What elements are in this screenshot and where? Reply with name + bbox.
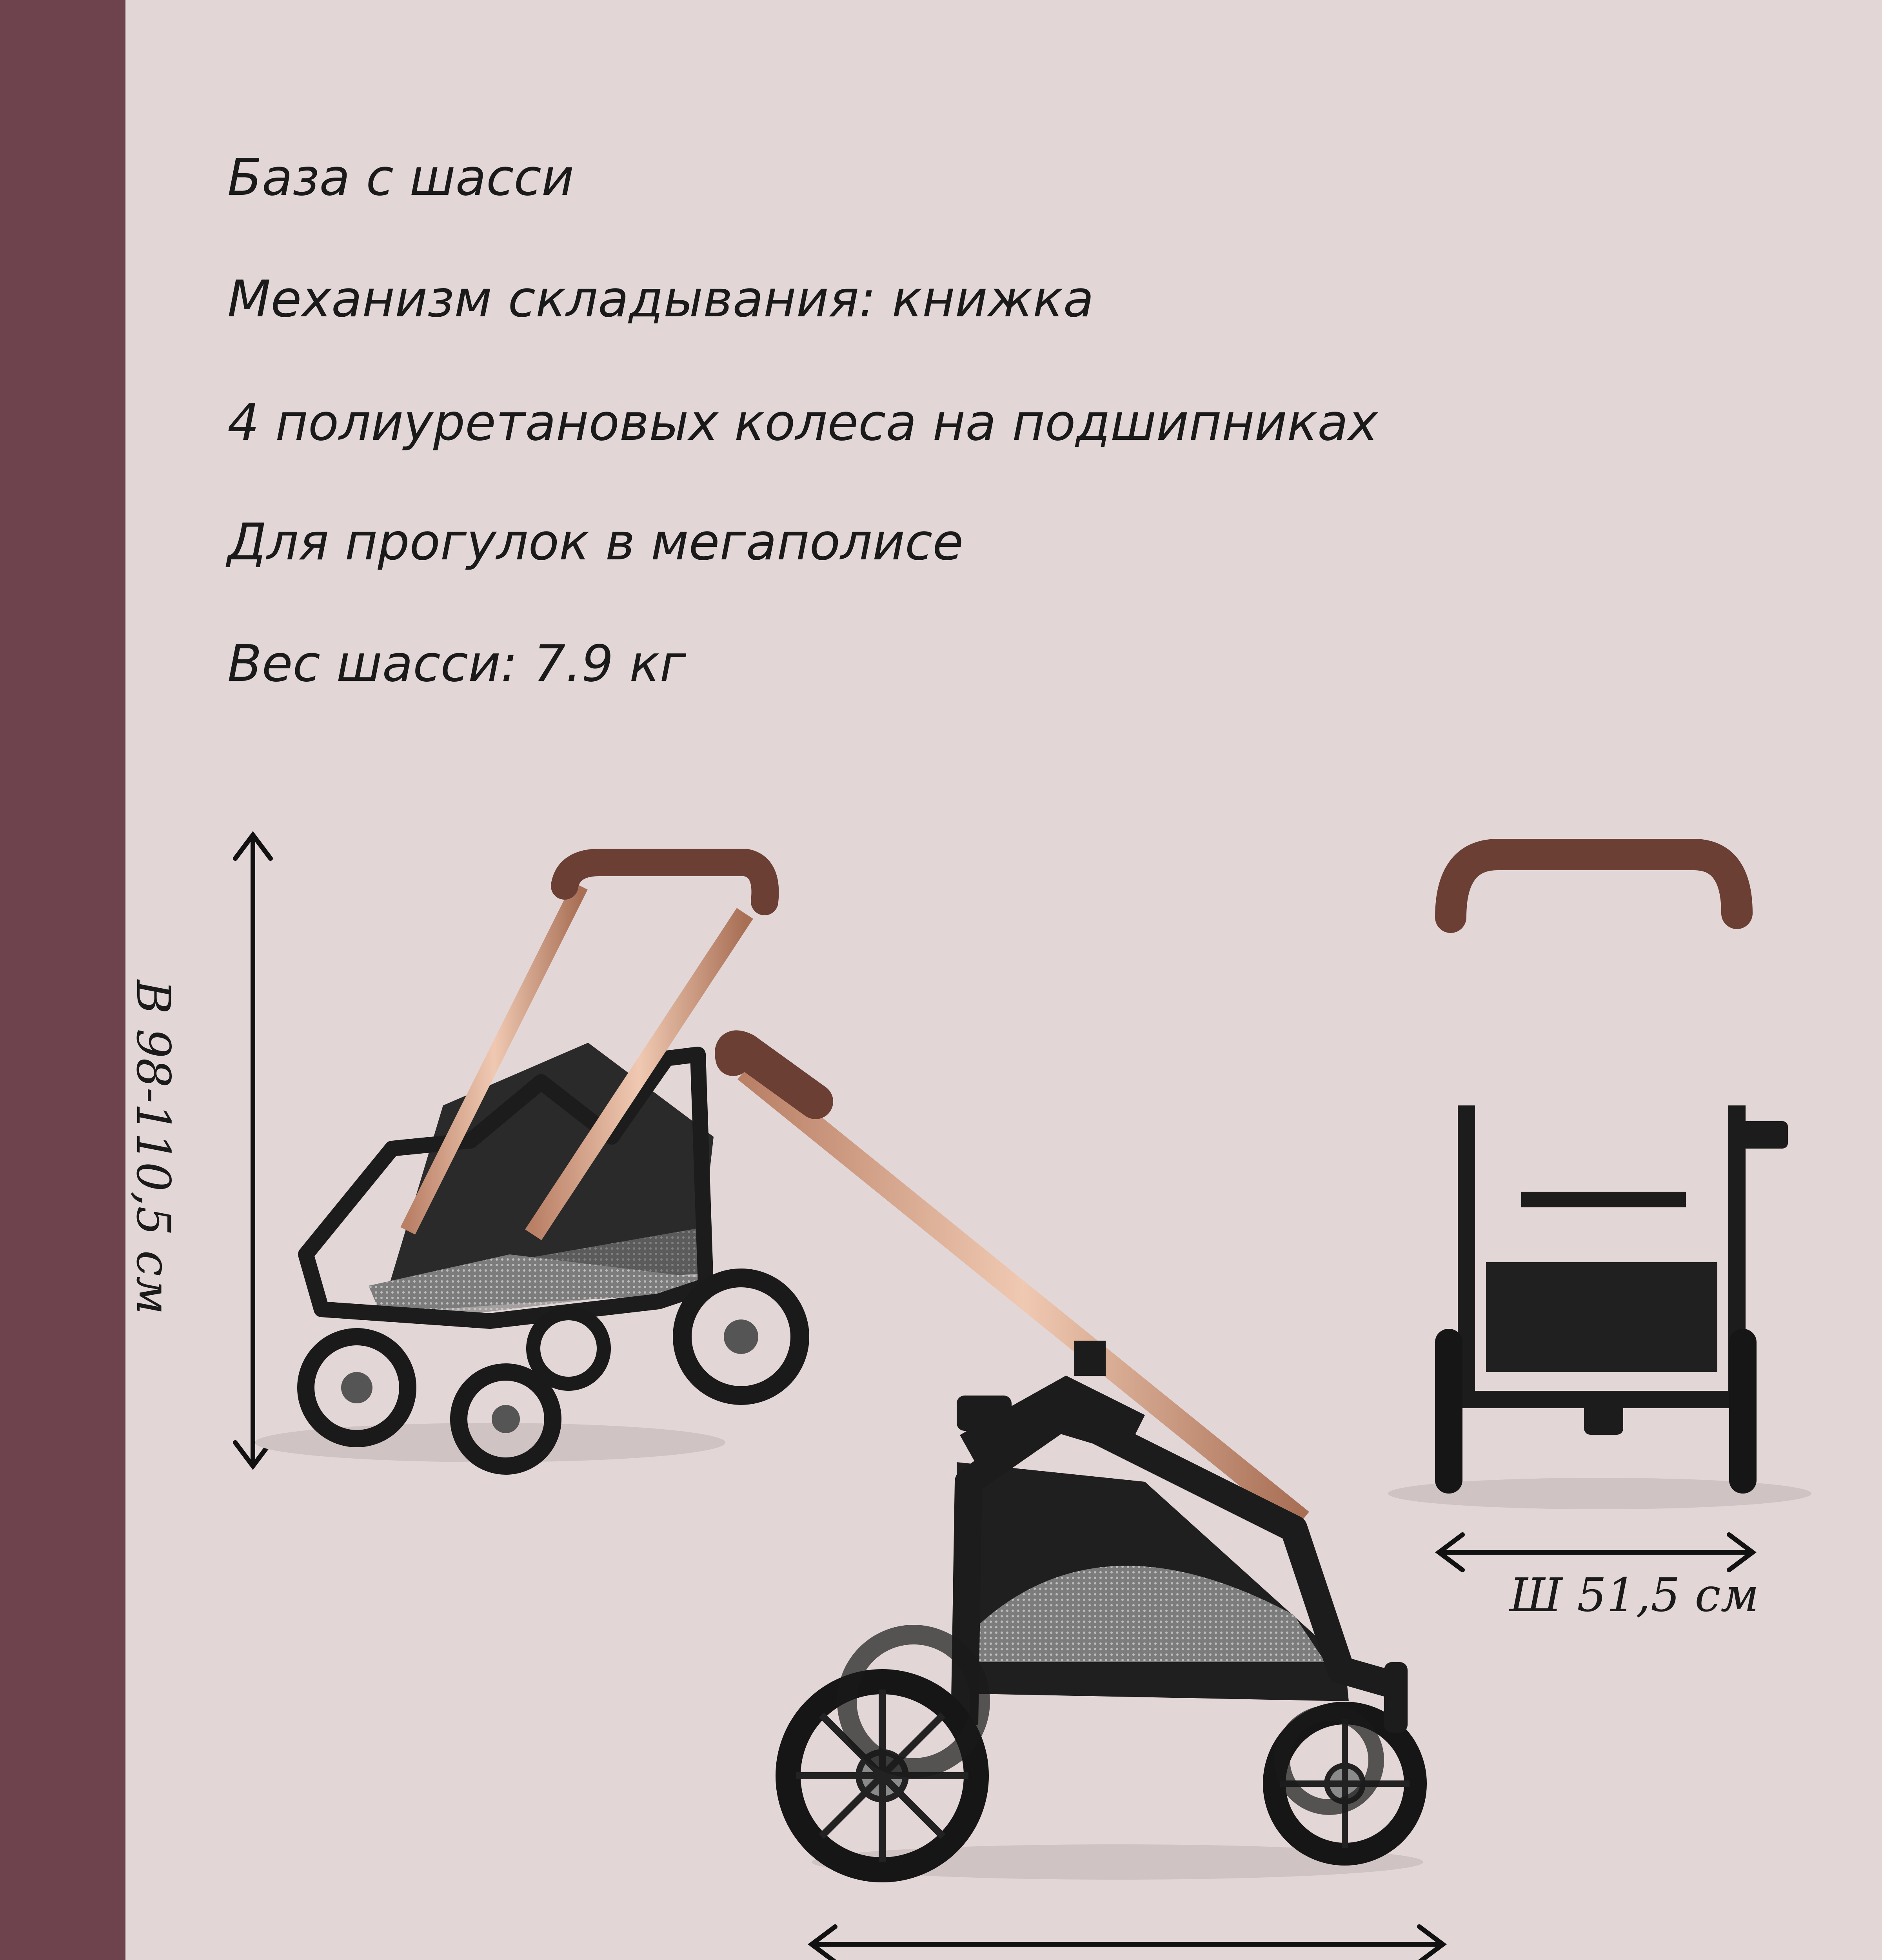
feature-city-use: Для прогулок в мегаполисе xyxy=(227,513,964,572)
height-dimension-label: В 98-110,5 см xyxy=(126,980,180,1315)
feature-base-chassis: База с шасси xyxy=(227,149,574,207)
stroller-side-view xyxy=(732,1048,1423,1880)
width-arrow xyxy=(1439,1535,1753,1570)
stroller-rear-view xyxy=(1388,855,1811,1509)
feature-fold-mechanism: Механизм складывания: книжка xyxy=(227,270,1094,328)
feature-weight: Вес шасси: 7.9 кг xyxy=(227,635,686,693)
feature-wheels: 4 полиуретановых колеса на подшипниках xyxy=(227,394,1378,452)
stroller-three-quarter-view xyxy=(255,862,800,1466)
height-arrow xyxy=(235,835,271,1466)
depth-arrow xyxy=(812,1927,1443,1960)
width-dimension-label: Ш 51,5 см xyxy=(1510,1568,1759,1622)
